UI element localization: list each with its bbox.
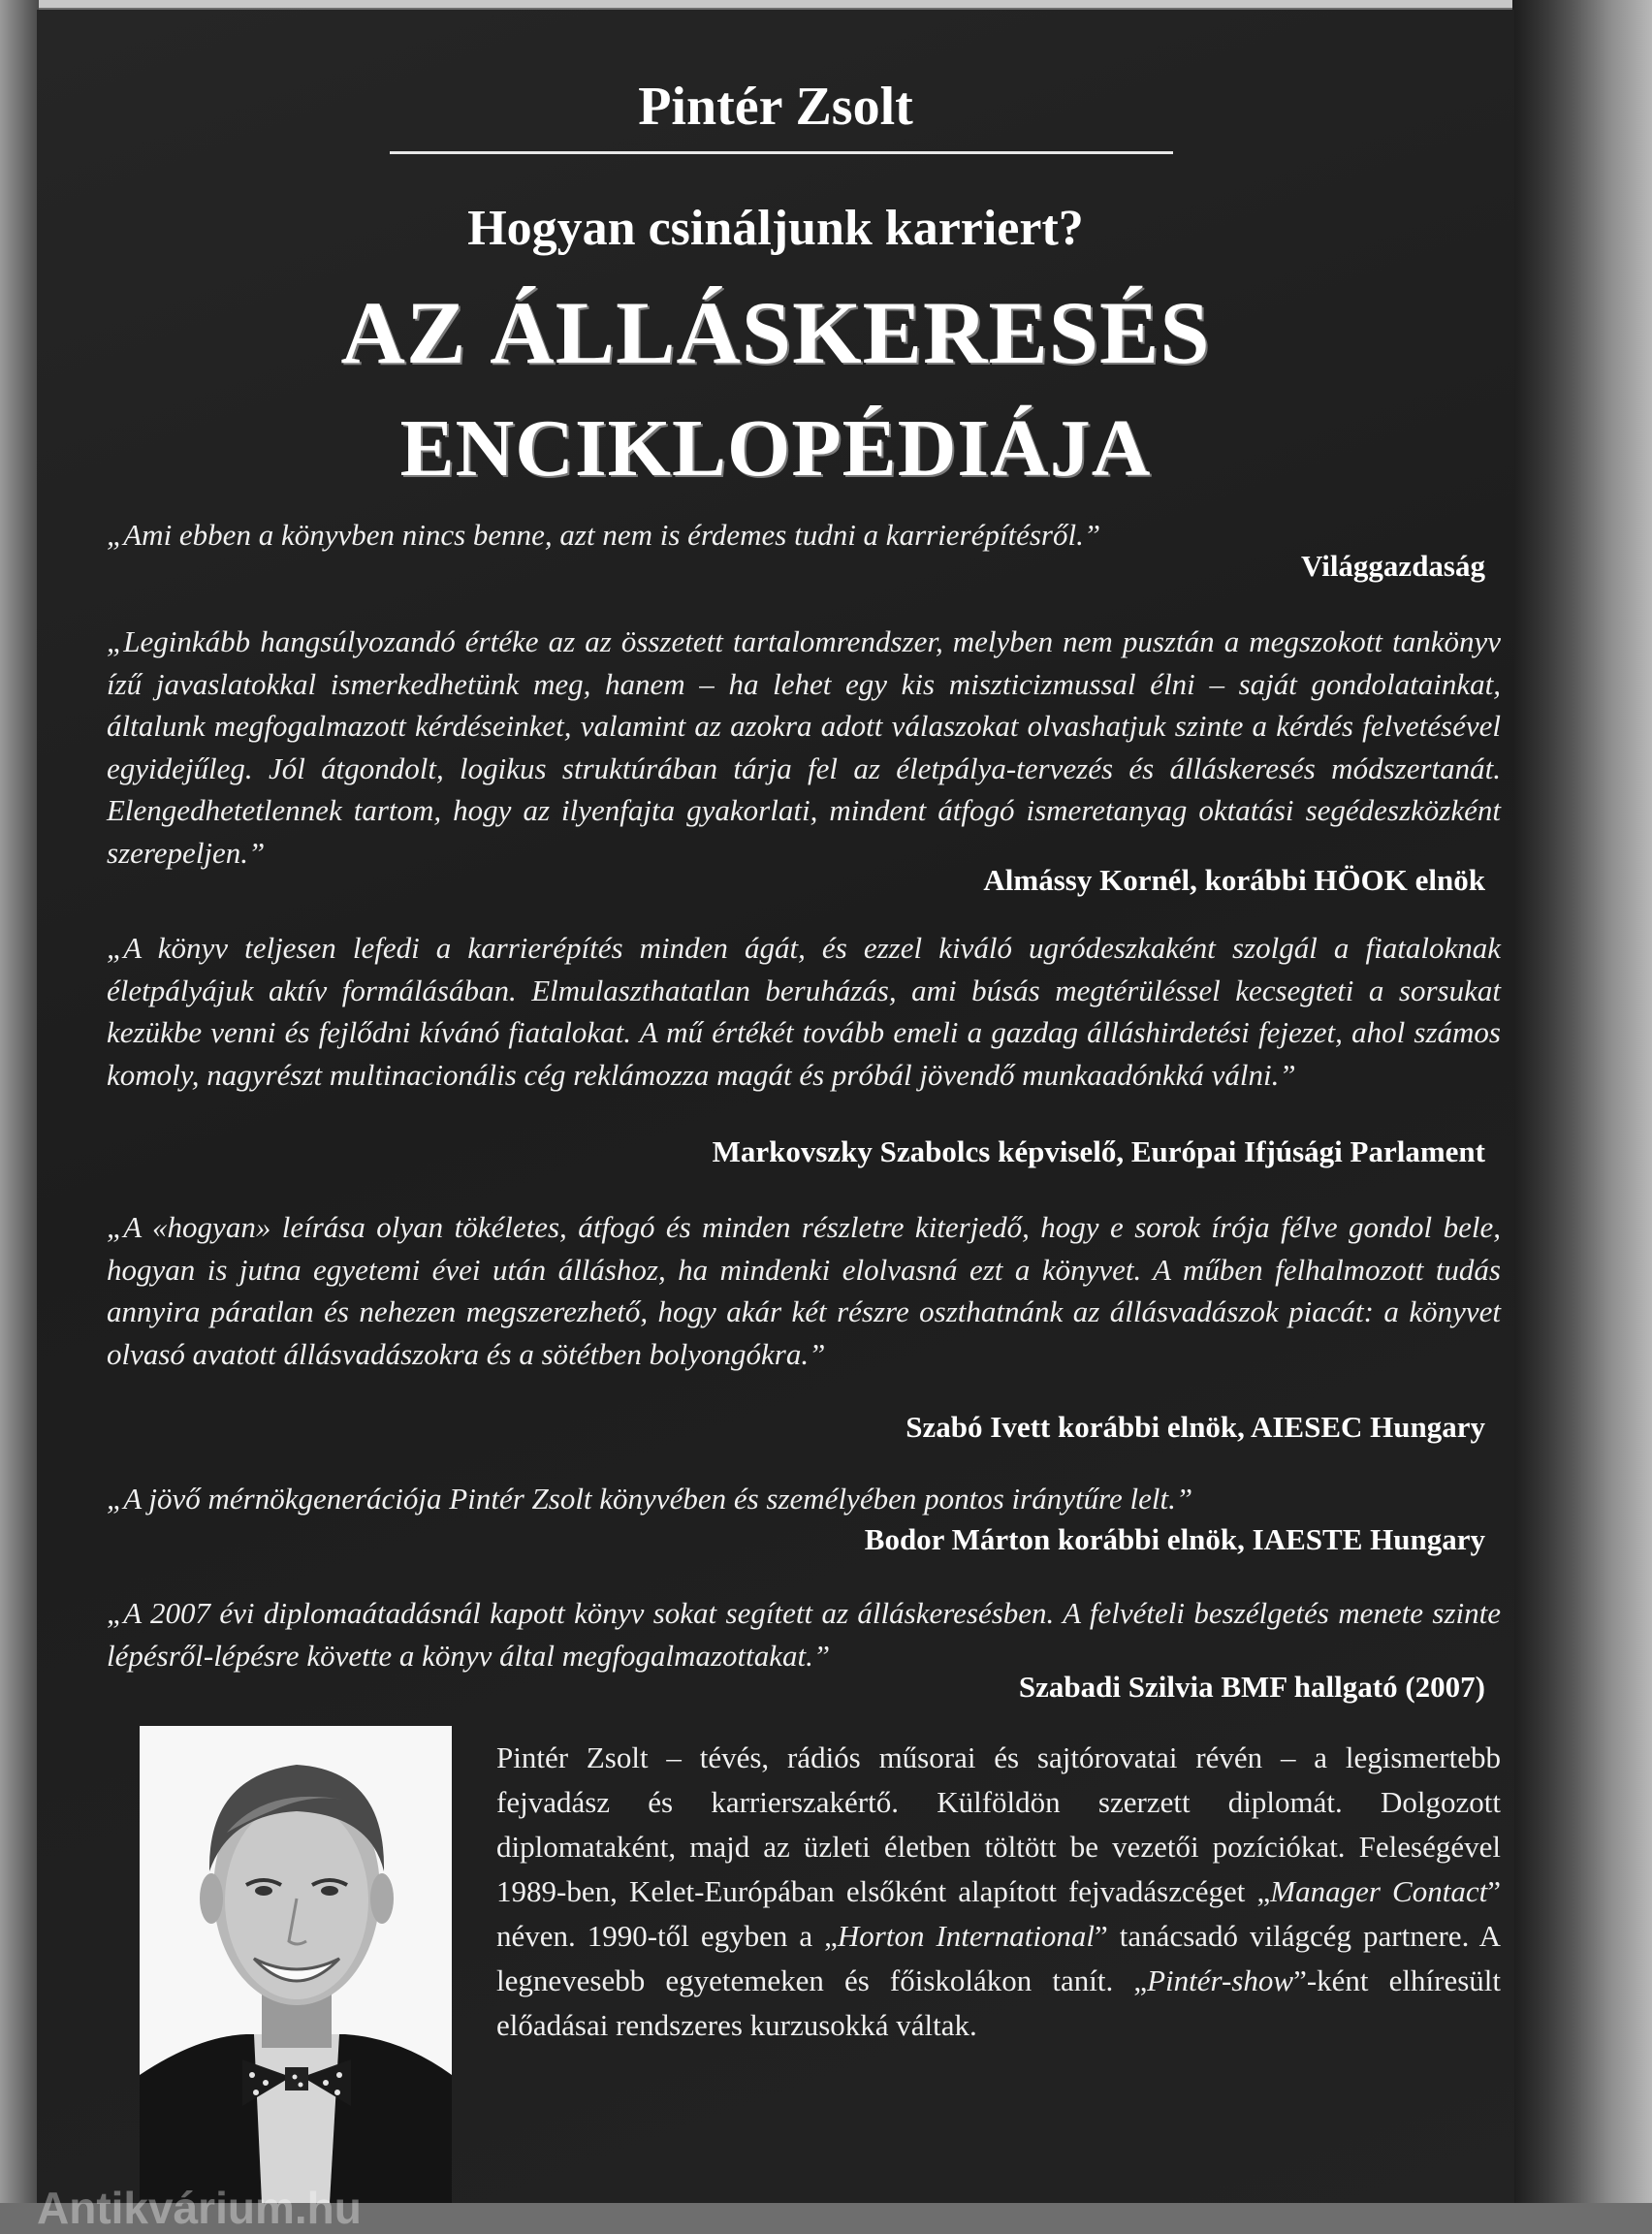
book-subtitle: Hogyan csináljunk karriert? [467, 201, 1084, 256]
quote-attribution: Almássy Kornél, korábbi HÖOK elnök [983, 863, 1485, 897]
quote-attribution: Világgazdaság [1300, 549, 1485, 583]
quote-attribution: Szabadi Szilvia BMF hallgató (2007) [1018, 1670, 1485, 1704]
quote-text: „A «hogyan» leírása olyan tökéletes, átfogó és minden részletre kiterjedő, hogy e sorok írója félve gondol bele, hogyan is jutna egyetemi évei után álláshoz, ha mindenki elolvasná ezt a könyvet. A műben felhalmozott tudás annyira páratlan és nehezen megszerezhető, hogy akár két részre oszthatnánk az állásvadászok piacát: a könyvet olvasó avatott állásvadászokra és a sötétben bolyongókra.” [107, 1210, 1501, 1371]
title-divider [390, 151, 1173, 154]
quote-text: „Leginkább hangsúlyozandó értéke az az összetett tartalomrendszer, melyben nem pusztán a megszokott tankönyv ízű javaslatokkal ismerkedhetünk meg, hanem – ha lehet egy kis miszticizmussal élni – saját gondolatainkat, általunk megfogalmazott kérdéseinket, valamint az azokra adott válaszokat olvashatjuk szinte a kérdés felvetésével egyidejűleg. Jól átgondolt, logikus struktúrában tárja fel az életpálya-tervezés és álláskeresés módszertanát. Elengedhetetlennek tartom, hogy az ilyenfajta gyakorlati, mindent átfogó ismeretanyag oktatási segédeszközként szerepeljen.” [107, 624, 1501, 870]
bio-text: Pintér Zsolt – tévés, rádiós műsorai és sajtórovatai révén – a legismertebb fejvadász és karrierszakértő. Külföldön szerzett diplomát. Dolgozott diplomataként, majd az üzleti életben töltött be vezetői pozíciókat. Feleségével 1989-ben, Kelet-Európában elsőként alapított fejvadászcéget „ [496, 1740, 1501, 1908]
book-back-cover [37, 10, 1514, 2233]
author-biography [496, 1736, 1501, 2048]
bio-partner-name: Horton International [837, 1919, 1096, 1953]
bio-text: ” tanácsadó világcég partnere. A legnevesebb egyetemeken és főiskolákon tanít. „ [496, 1919, 1501, 1997]
author-photo [140, 1726, 452, 2203]
background-left-edge [0, 0, 39, 2203]
book-spine-edge [1512, 0, 1652, 2203]
bio-company-name: Manager Contact [1270, 1874, 1488, 1908]
book-title-line1: AZ ÁLLÁSKERESÉS [340, 283, 1211, 382]
bio-show-name: Pintér-show [1147, 1963, 1294, 1997]
bio-text: ” néven. 1990-től egyben a „ [496, 1874, 1501, 1953]
author-portrait-icon [140, 1726, 452, 2203]
quote-attribution: Bodor Márton korábbi elnök, IAESTE Hungary [864, 1522, 1485, 1556]
background-strip-top [0, 0, 1652, 8]
quote-text: „A jövő mérnökgenerációja Pintér Zsolt könyvében és személyében pontos iránytűre lelt.” [107, 1482, 1193, 1516]
book-title-line2: ENCIKLOPÉDIÁJA [399, 403, 1152, 494]
quote-text: „A 2007 évi diplomaátadásnál kapott könyv sokat segített az álláskeresésben. A felvételi beszélgetés menete szinte lépésről-lépésre követte a könyv által megfogalmazottakat.” [107, 1596, 1501, 1673]
author-name: Pintér Zsolt [638, 77, 913, 137]
quote-text: „Ami ebben a könyvben nincs benne, azt nem is érdemes tudni a karrierépítésről.” [107, 518, 1101, 552]
quote-attribution: Markovszky Szabolcs képviselő, Európai Ifjúsági Parlament [712, 1134, 1485, 1168]
quote-attribution: Szabó Ivett korábbi elnök, AIESEC Hungary [905, 1410, 1485, 1444]
watermark: Antikvárium.hu [37, 2183, 362, 2233]
quote-text: „A könyv teljesen lefedi a karrierépítés minden ágát, és ezzel kiváló ugródeszkaként szolgál a fiataloknak életpályájuk aktív formálásában. Elmulaszthatatlan beruházás, ami búsás megtérüléssel kecsegteti a sorsukat kezükbe venni és fejlődni kívánó fiatalokat. A mű értékét tovább emeli a gazdag álláshirdetési fejezet, ahol számos komoly, nagyrészt multinacionális cég reklámozza magát és próbál jövendő munkaadónkká válni.” [107, 931, 1501, 1092]
bio-text: ”-ként elhíresült előadásai rendszeres kurzusokká váltak. [496, 1963, 1501, 2042]
